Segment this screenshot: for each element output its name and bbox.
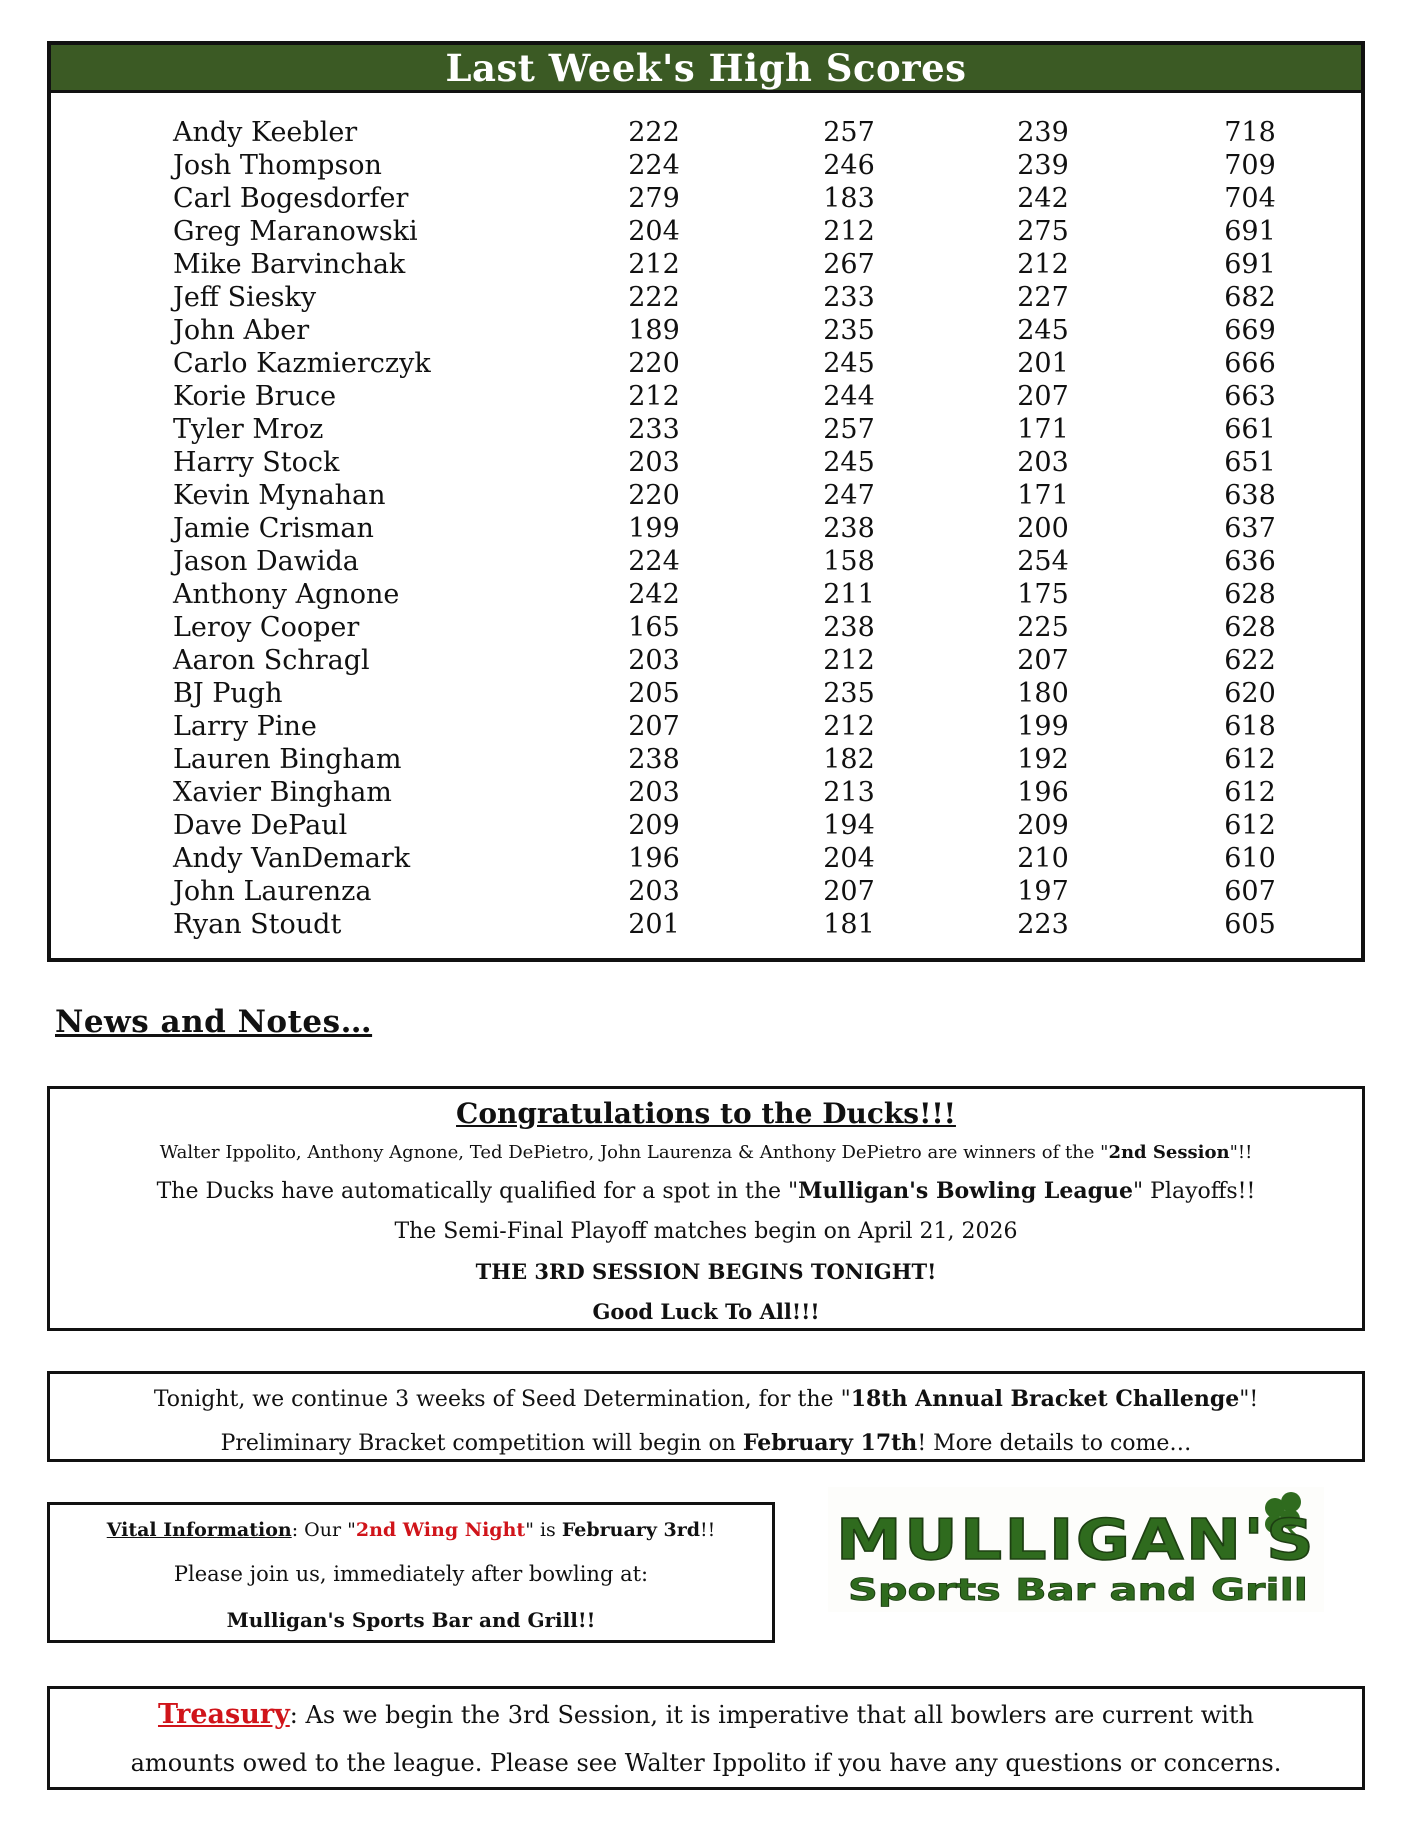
game-1-score: 242 (628, 579, 680, 610)
game-3-score: 254 (1017, 546, 1069, 577)
high-scores-table (51, 116, 1361, 941)
bowler-name: Kevin Mynahan (173, 480, 386, 511)
series-total: 709 (1224, 150, 1276, 181)
game-3-score: 245 (1017, 315, 1069, 346)
news-heading: News and Notes… (55, 1004, 373, 1040)
game-2-score: 211 (823, 579, 875, 610)
game-3-score: 197 (1017, 876, 1069, 907)
game-3-score: 212 (1017, 249, 1069, 280)
series-total: 682 (1224, 282, 1276, 313)
game-3-score: 171 (1017, 480, 1069, 511)
treasury-label: Treasury (157, 1699, 290, 1730)
table-row (51, 677, 1361, 710)
game-3-score: 199 (1017, 711, 1069, 742)
bowler-name: Lauren Bingham (173, 744, 402, 775)
bowler-name: Mike Barvinchak (173, 249, 406, 280)
mulligans-logo (828, 1487, 1324, 1612)
bowler-name: John Laurenza (173, 876, 372, 907)
series-total: 718 (1224, 117, 1276, 148)
preliminary-date: February 17th (742, 1430, 918, 1456)
series-total: 610 (1224, 843, 1276, 874)
game-1-score: 224 (628, 150, 680, 181)
game-2-score: 244 (823, 381, 875, 412)
treasury-line-1 (50, 1698, 1362, 1732)
table-row (51, 446, 1361, 479)
bowler-name: Tyler Mroz (173, 414, 324, 445)
vital-text-mid: " is (525, 1519, 562, 1541)
series-total: 691 (1224, 216, 1276, 247)
game-2-score: 235 (823, 315, 875, 346)
game-2-score: 194 (823, 810, 875, 841)
game-2-score: 245 (823, 348, 875, 379)
table-row (51, 281, 1361, 314)
game-2-score: 182 (823, 744, 875, 775)
game-1-score: 207 (628, 711, 680, 742)
game-1-score: 203 (628, 876, 680, 907)
game-1-score: 196 (628, 843, 680, 874)
game-1-score: 220 (628, 480, 680, 511)
table-row (51, 776, 1361, 809)
game-3-score: 203 (1017, 447, 1069, 478)
preliminary-text: Preliminary Bracket competition will begin on (220, 1431, 743, 1456)
table-row (51, 578, 1361, 611)
series-total: 607 (1224, 876, 1276, 907)
game-2-score: 158 (823, 546, 875, 577)
series-total: 612 (1224, 744, 1276, 775)
series-total: 612 (1224, 810, 1276, 841)
game-1-score: 238 (628, 744, 680, 775)
game-3-score: 239 (1017, 150, 1069, 181)
high-scores-title: Last Week's High Scores (51, 45, 1361, 93)
game-3-score: 180 (1017, 678, 1069, 709)
series-total: 628 (1224, 579, 1276, 610)
game-2-score: 183 (823, 183, 875, 214)
game-1-score: 189 (628, 315, 680, 346)
game-3-score: 192 (1017, 744, 1069, 775)
congrats-title: Congratulations to the Ducks!!! (456, 1097, 956, 1130)
game-1-score: 279 (628, 183, 680, 214)
game-1-score: 222 (628, 117, 680, 148)
table-row (51, 479, 1361, 512)
bowler-name: Xavier Bingham (173, 777, 392, 808)
game-2-score: 235 (823, 678, 875, 709)
game-3-score: 196 (1017, 777, 1069, 808)
game-1-score: 203 (628, 447, 680, 478)
table-row (51, 413, 1361, 446)
table-row (51, 347, 1361, 380)
game-2-score: 245 (823, 447, 875, 478)
game-1-score: 212 (628, 249, 680, 280)
game-3-score: 242 (1017, 183, 1069, 214)
series-total: 628 (1224, 612, 1276, 643)
qualified-text-end: " Playoffs!! (1133, 1179, 1256, 1204)
game-1-score: 212 (628, 381, 680, 412)
game-3-score: 207 (1017, 645, 1069, 676)
table-row (51, 116, 1361, 149)
game-2-score: 181 (823, 909, 875, 940)
series-total: 669 (1224, 315, 1276, 346)
table-row (51, 380, 1361, 413)
game-1-score: 199 (628, 513, 680, 544)
game-3-score: 210 (1017, 843, 1069, 874)
series-total: 663 (1224, 381, 1276, 412)
league-name: Mulligan's Bowling League (798, 1178, 1134, 1204)
winners-text: Walter Ippolito, Anthony Agnone, Ted DePietro, John Laurenza & Anthony DePietro are winners of the " (159, 1142, 1109, 1163)
seed-text: Tonight, we continue 3 weeks of Seed Determination, for the " (153, 1387, 851, 1412)
game-3-score: 207 (1017, 381, 1069, 412)
wing-night-line (50, 1515, 772, 1545)
game-2-score: 213 (823, 777, 875, 808)
series-total: 622 (1224, 645, 1276, 676)
game-1-score: 220 (628, 348, 680, 379)
playoff-date-line: The Semi-Final Playoff matches begin on April 21, 2026 (394, 1219, 1018, 1244)
series-total: 620 (1224, 678, 1276, 709)
winners-text-end: "!! (1229, 1142, 1253, 1163)
wing-night-name: 2nd Wing Night (355, 1519, 526, 1541)
series-total: 691 (1224, 249, 1276, 280)
bowler-name: Leroy Cooper (173, 612, 360, 643)
bowler-name: Carlo Kazmierczyk (173, 348, 431, 379)
series-total: 605 (1224, 909, 1276, 940)
series-total: 638 (1224, 480, 1276, 511)
game-3-score: 239 (1017, 117, 1069, 148)
game-2-score: 212 (823, 645, 875, 676)
game-2-score: 238 (823, 612, 875, 643)
bowler-name: Jeff Siesky (173, 282, 317, 313)
bowler-name: Andy VanDemark (173, 843, 411, 874)
bowler-name: BJ Pugh (173, 678, 283, 709)
bowler-name: Larry Pine (173, 711, 317, 742)
table-row (51, 182, 1361, 215)
series-total: 637 (1224, 513, 1276, 544)
vital-info-notice (47, 1502, 775, 1643)
table-row (51, 743, 1361, 776)
series-total: 636 (1224, 546, 1276, 577)
bowler-name: Dave DePaul (173, 810, 348, 841)
game-2-score: 212 (823, 711, 875, 742)
game-1-score: 209 (628, 810, 680, 841)
treasury-notice (47, 1686, 1365, 1790)
game-3-score: 200 (1017, 513, 1069, 544)
table-row (51, 314, 1361, 347)
session-begins-line: THE 3RD SESSION BEGINS TONIGHT! (475, 1259, 937, 1284)
bowler-name: Carl Bogesdorfer (173, 183, 409, 214)
table-row (51, 149, 1361, 182)
bracket-challenge-name: 18th Annual Bracket Challenge (850, 1386, 1240, 1412)
table-row (51, 215, 1361, 248)
treasury-line-2: amounts owed to the league. Please see Walter Ippolito if you have any questions or concerns. (130, 1749, 1282, 1777)
game-2-score: 257 (823, 414, 875, 445)
table-row (51, 512, 1361, 545)
preliminary-line (50, 1428, 1362, 1459)
high-scores-box (47, 41, 1365, 962)
table-row (51, 545, 1361, 578)
game-1-score: 201 (628, 909, 680, 940)
bowler-name: Korie Bruce (173, 381, 337, 412)
series-total: 612 (1224, 777, 1276, 808)
series-total: 704 (1224, 183, 1276, 214)
table-row (51, 842, 1361, 875)
game-3-score: 275 (1017, 216, 1069, 247)
series-total: 666 (1224, 348, 1276, 379)
table-row (51, 644, 1361, 677)
game-2-score: 257 (823, 117, 875, 148)
treasury-text: : As we begin the 3rd Session, it is imperative that all bowlers are current with (289, 1701, 1255, 1729)
qualified-line (50, 1176, 1362, 1207)
game-1-score: 233 (628, 414, 680, 445)
game-3-score: 171 (1017, 414, 1069, 445)
table-row (51, 611, 1361, 644)
bowler-name: Harry Stock (173, 447, 340, 478)
table-row (51, 809, 1361, 842)
bowler-name: Andy Keebler (173, 117, 358, 148)
bowler-name: John Aber (173, 315, 310, 346)
bowler-name: Josh Thompson (173, 150, 382, 181)
table-row (51, 908, 1361, 941)
bowler-name: Anthony Agnone (173, 579, 400, 610)
seed-line (50, 1384, 1362, 1415)
congrats-notice (47, 1086, 1365, 1331)
table-row (51, 875, 1361, 908)
logo-title: MULLIGAN'S (836, 1508, 1316, 1573)
bowler-name: Aaron Schragl (173, 645, 370, 676)
game-1-score: 204 (628, 216, 680, 247)
bowler-name: Jason Dawida (173, 546, 359, 577)
game-3-score: 227 (1017, 282, 1069, 313)
logo-subtitle: Sports Bar and Grill (848, 1573, 1308, 1608)
game-2-score: 233 (823, 282, 875, 313)
series-total: 661 (1224, 414, 1276, 445)
table-row (51, 710, 1361, 743)
bowler-name: Greg Maranowski (173, 216, 418, 247)
bracket-notice (47, 1371, 1365, 1462)
game-1-score: 224 (628, 546, 680, 577)
game-1-score: 222 (628, 282, 680, 313)
game-1-score: 203 (628, 777, 680, 808)
bowler-name: Jamie Crisman (173, 513, 374, 544)
good-luck-line: Good Luck To All!!! (592, 1299, 820, 1324)
vital-text-end: !! (699, 1519, 716, 1541)
game-1-score: 203 (628, 645, 680, 676)
vital-label: Vital Information (106, 1519, 292, 1541)
game-3-score: 225 (1017, 612, 1069, 643)
game-2-score: 212 (823, 216, 875, 247)
vital-text: : Our " (291, 1519, 356, 1541)
game-3-score: 223 (1017, 909, 1069, 940)
venue-line: Mulligan's Sports Bar and Grill!! (226, 1608, 596, 1632)
game-2-score: 246 (823, 150, 875, 181)
preliminary-text-end: ! More details to come… (917, 1431, 1192, 1456)
game-2-score: 267 (823, 249, 875, 280)
game-2-score: 207 (823, 876, 875, 907)
game-1-score: 165 (628, 612, 680, 643)
game-1-score: 205 (628, 678, 680, 709)
game-2-score: 238 (823, 513, 875, 544)
game-3-score: 201 (1017, 348, 1069, 379)
table-row (51, 248, 1361, 281)
wing-night-date: February 3rd (561, 1519, 700, 1541)
session-name: 2nd Session (1108, 1142, 1230, 1163)
seed-text-end: "! (1239, 1387, 1259, 1412)
bowler-name: Ryan Stoudt (173, 909, 342, 940)
game-3-score: 175 (1017, 579, 1069, 610)
game-2-score: 247 (823, 480, 875, 511)
game-2-score: 204 (823, 843, 875, 874)
qualified-text: The Ducks have automatically qualified for a spot in the " (156, 1179, 799, 1204)
series-total: 618 (1224, 711, 1276, 742)
series-total: 651 (1224, 447, 1276, 478)
game-3-score: 209 (1017, 810, 1069, 841)
winners-line (50, 1140, 1362, 1166)
join-us-line: Please join us, immediately after bowling at: (173, 1562, 649, 1586)
